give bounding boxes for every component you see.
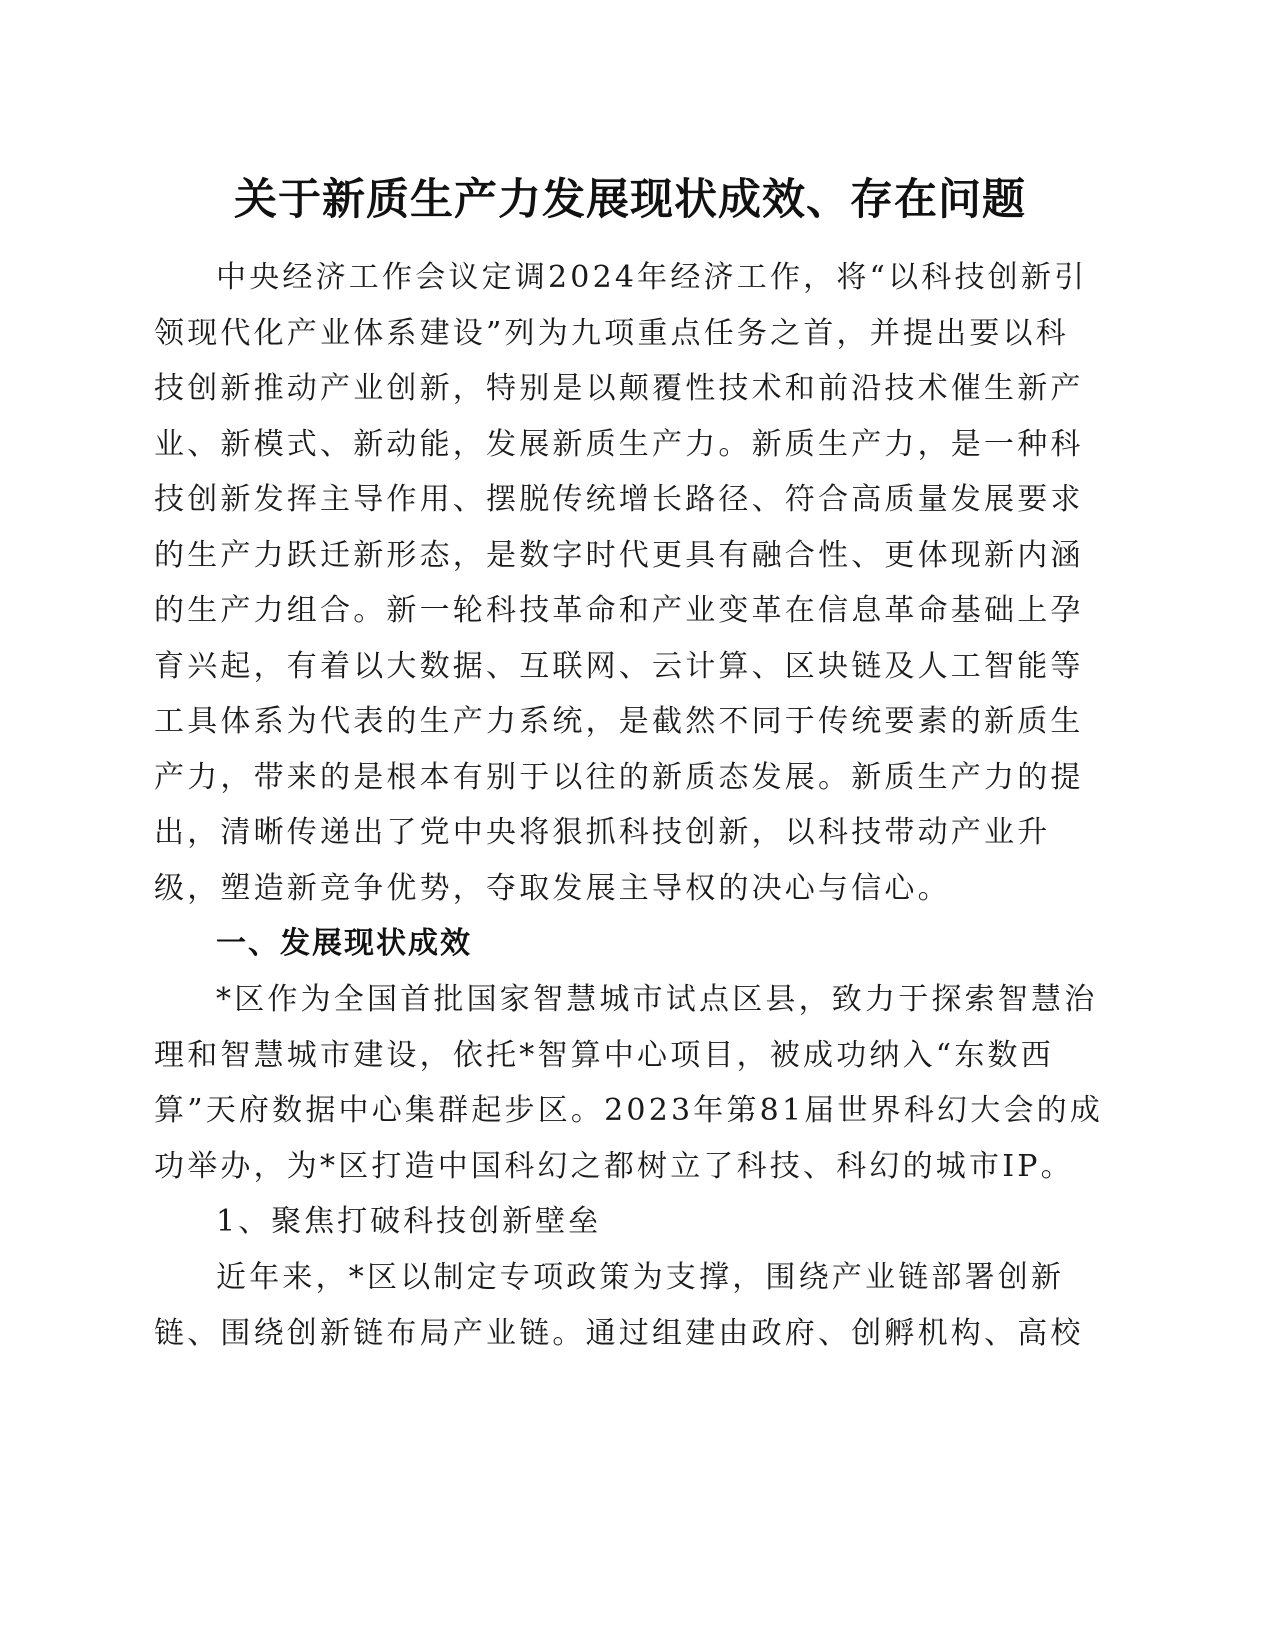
document-title: 关于新质生产力发展现状成效、存在问题	[234, 175, 1026, 225]
intro-line: 的生产力跃迁新形态，是数字时代更具有融合性、更体现新内涵	[154, 537, 1084, 573]
section1-line: *区作为全国首批国家智慧城市试点区县，致力于探索智慧治	[216, 982, 1098, 1017]
intro-line: 级，塑造新竞争优势，夺取发展主导权的决心与信心。	[154, 870, 951, 906]
section-heading: 一、发展现状成效	[216, 926, 472, 961]
intro-line: 业、新模式、新动能，发展新质生产力。新质生产力，是一种科	[154, 426, 1084, 462]
intro-paragraph	[154, 250, 1088, 916]
intro-line: 领现代化产业体系建设”列为九项重点任务之首，并提出要以科	[154, 315, 1069, 351]
subsection-heading: 1、聚焦打破科技创新壁垒	[216, 1204, 602, 1239]
intro-line: 工具体系为代表的生产力系统，是截然不同于传统要素的新质生	[154, 704, 1084, 739]
section1-line: 算”天府数据中心集群起步区。2023年第81届世界科幻大会的成	[154, 1093, 1104, 1128]
section1-paragraph	[154, 972, 1104, 1194]
intro-line: 技创新发挥主导作用、摆脱传统增长路径、符合高质量发展要求	[154, 482, 1084, 517]
intro-line: 的生产力组合。新一轮科技革命和产业变革在信息革命基础上孕	[154, 593, 1084, 628]
subsection1-paragraph	[154, 1250, 1084, 1361]
section1-line: 理和智慧城市建设，依托*智算中心项目，被成功纳入“东数西	[154, 1037, 1054, 1073]
subsection1-line: 近年来，*区以制定专项政策为支撑，围绕产业链部署创新	[216, 1260, 1065, 1295]
intro-line: 出，清晰传递出了党中央将狠抓科技创新，以科技带动产业升	[154, 815, 1051, 850]
intro-line: 育兴起，有着以大数据、互联网、云计算、区块链及人工智能等	[154, 648, 1084, 684]
subsection1-line: 链、围绕创新链布局产业链。通过组建由政府、创孵机构、高校	[154, 1315, 1084, 1351]
section1-line: 功举办，为*区打造中国科幻之都树立了科技、科幻的城市IP。	[154, 1148, 1074, 1184]
intro-line: 技创新推动产业创新，特别是以颠覆性技术和前沿技术催生新产	[154, 371, 1084, 406]
intro-line: 中央经济工作会议定调2024年经济工作，将“以科技创新引	[216, 260, 1088, 295]
intro-line: 产力，带来的是根本有别于以往的新质态发展。新质生产力的提	[154, 759, 1084, 795]
